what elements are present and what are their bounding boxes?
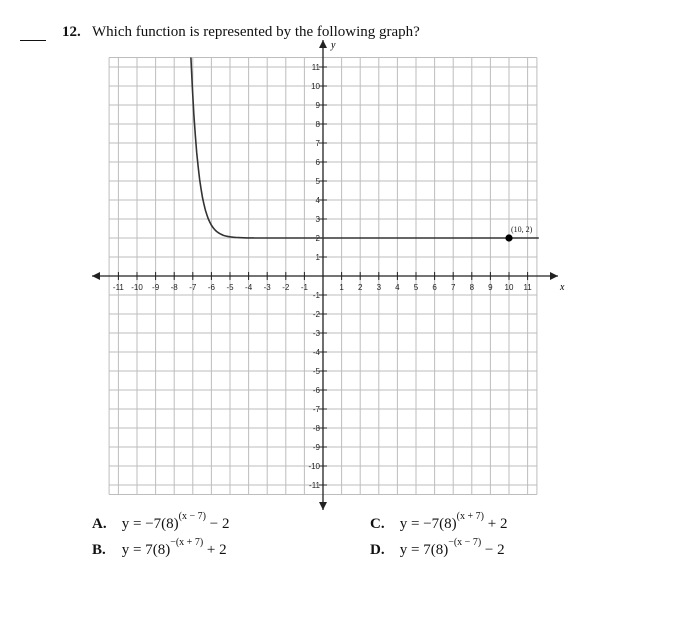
y-axis-arrow-down — [319, 502, 327, 510]
choice-letter: B. — [92, 542, 106, 558]
y-axis-arrow-up — [319, 40, 327, 48]
y-tick-label: 11 — [311, 63, 320, 72]
function-curve — [191, 58, 539, 239]
question-number: 12. — [62, 24, 81, 40]
y-tick-label: -4 — [312, 348, 320, 357]
y-tick-label: 2 — [315, 234, 320, 243]
x-tick-label: 6 — [432, 283, 437, 292]
x-tick-label: -7 — [189, 283, 197, 292]
x-axis-arrow-left — [92, 272, 100, 280]
y-tick-label: -2 — [312, 310, 320, 319]
choice-letter: A. — [92, 516, 107, 532]
choice-c[interactable] — [370, 511, 508, 533]
x-tick-label: 8 — [469, 283, 475, 292]
y-tick-label: 10 — [311, 82, 320, 91]
choice-b[interactable] — [92, 537, 227, 559]
y-tick-label: 3 — [315, 215, 320, 224]
y-tick-label: 8 — [315, 120, 320, 129]
choice-letter: D. — [370, 542, 385, 558]
y-tick-label: -9 — [312, 443, 320, 452]
x-tick-label: 7 — [450, 283, 456, 292]
y-tick-label: 9 — [315, 101, 320, 110]
x-tick-label: -10 — [131, 283, 143, 292]
x-tick-label: 5 — [413, 283, 419, 292]
x-tick-label: 11 — [523, 283, 532, 292]
x-tick-label: 4 — [395, 283, 400, 292]
x-tick-label: 10 — [504, 283, 514, 292]
y-tick-label: -1 — [312, 291, 320, 300]
y-axis-label: y — [331, 40, 336, 51]
choice-d[interactable] — [370, 537, 505, 559]
question-text: Which function is represented by the following graph? — [92, 24, 420, 40]
choice-letter: C. — [370, 516, 385, 532]
x-tick-label: -3 — [263, 283, 271, 292]
x-tick-label: -2 — [282, 283, 290, 292]
x-tick-label: 9 — [488, 283, 493, 292]
x-tick-label: -1 — [300, 283, 308, 292]
x-tick-label: 2 — [357, 283, 363, 292]
x-tick-label: -6 — [207, 283, 215, 292]
x-tick-label: -5 — [226, 283, 234, 292]
y-tick-label: -3 — [312, 329, 320, 338]
y-tick-label: 1 — [315, 253, 320, 262]
x-tick-label: 1 — [339, 283, 344, 292]
x-tick-label: 3 — [376, 283, 382, 292]
x-tick-label: -9 — [152, 283, 160, 292]
x-tick-label: -4 — [245, 283, 253, 292]
y-tick-label: 4 — [315, 196, 320, 205]
y-tick-label: -7 — [312, 405, 320, 414]
x-axis-arrow-right — [550, 272, 558, 280]
marked-point — [505, 234, 512, 241]
y-tick-label: 5 — [315, 177, 320, 186]
y-tick-label: 7 — [315, 139, 320, 148]
y-tick-label: -10 — [308, 462, 320, 471]
y-tick-label: -11 — [309, 481, 320, 490]
choice-expression: $y = 7(8)^{-(x + 7)} + 2$ — [121, 537, 227, 558]
x-axis-label: x — [560, 282, 565, 293]
y-tick-label: -5 — [312, 367, 320, 376]
y-tick-label: -6 — [312, 386, 320, 395]
choice-expression: $y = 7(8)^{-(x - 7)} - 2$ — [399, 537, 505, 558]
choice-expression: $y = -7(8)^{(x - 7)} - 2$ — [121, 511, 230, 532]
choice-a[interactable] — [92, 511, 230, 533]
choice-expression: $y = -7(8)^{(x + 7)} + 2$ — [399, 511, 508, 532]
y-tick-label: -8 — [312, 424, 320, 433]
x-tick-label: -8 — [170, 283, 178, 292]
y-tick-label: 6 — [315, 158, 320, 167]
point-label: (10, 2) — [511, 225, 533, 234]
x-tick-label: -11 — [112, 283, 124, 292]
